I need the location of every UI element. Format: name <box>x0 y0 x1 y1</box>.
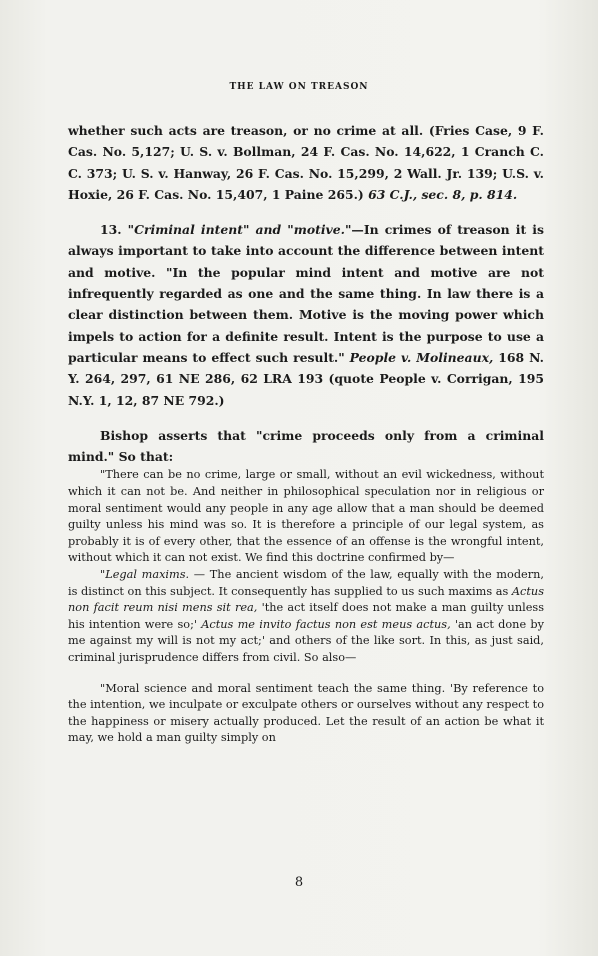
quote-text-c: 'an act done by me against my will is not my act;' and others of the like sort. In this, as just said, criminal jurisprudence differs from civil. So also— <box>68 617 544 664</box>
body-text <box>68 120 544 747</box>
quote-text-a: — The ancient wisdom of the law, equally with the modern, is distinct on this subject. It consequently has supplied to us such maxims as <box>68 568 544 598</box>
paragraph-2-text: —In crimes of treason it is always important to take into account the difference between intent and motive. "In the popular mind intent and motive are not infrequently regarded as one and the same thing. In law there is a clear distinction between them. Motive is the moving power which impels to action for a definite result. Intent is the purpose to use a particular means to effect such result." <box>68 222 544 365</box>
quote-text-b: 'the act itself does not make a man guilty unless his intention were so;' <box>68 601 545 631</box>
section-number: 13. <box>100 222 122 238</box>
paragraph-1-citation: 63 C.J., sec. 8, p. 814. <box>368 186 518 202</box>
case-name: People v. Molineaux, <box>349 349 494 365</box>
quote-paragraph-2 <box>68 567 544 667</box>
paragraph-2-tail: 168 N. Y. 264, 297, 61 NE 286, 62 LRA 193 (quote People v. Corrigan, 195 N.Y. 1, 12, 87 NE 792.) <box>68 349 544 408</box>
paragraph-1-text: whether such acts are treason, or no crime at all. (Fries Case, 9 F. Cas. No. 5,127; U. S. v. Bollman, 24 F. Cas. No. 14,622, 1 Cranch C. C. 373; U. S. v. Hanway, 26 F. Cas. No. 15,299, 2 Wall. Jr. 139; U.S. v. Hoxie, 26 F. Cas. No. 15,407, 1 Paine 265.) <box>68 123 544 202</box>
quote-heading: "Legal maxims. <box>100 568 190 582</box>
running-head: THE LAW ON TREASON <box>229 82 369 92</box>
quote-paragraph-1: "There can be no crime, large or small, without an evil wickedness, without which it can not be. And neither in philosophical speculation nor in religious or moral sentiment would any people in any age allow that a man should be deemed guilty unless his mind was so. It is therefore a principle of our legal system, as probably it is of every other, that the essence of an offense is the wrongful intent, without which it can not exist. We find this doctrine confirmed by— <box>68 468 544 565</box>
paragraph-3: Bishop asserts that "crime proceeds only from a criminal mind." So that: <box>68 427 544 465</box>
page-number: 8 <box>294 875 304 890</box>
latin-maxim-1: Actus non facit reum nisi mens sit rea, <box>68 584 544 615</box>
section-heading: "Criminal intent" and "motive." <box>127 222 352 238</box>
quote-paragraph-3: "Moral science and moral sentiment teach the same thing. 'By reference to the intention, we inculpate or exculpate others or ourselves without any respect to the happiness or misery actually produced. Let the result of an action be what it may, we hold a man guilty simply on <box>68 681 544 745</box>
paragraph-1 <box>68 120 544 205</box>
block-quote <box>68 467 544 747</box>
paragraph-2 <box>68 219 544 411</box>
latin-maxim-2: Actus me invito factus non est meus actus, <box>201 617 451 631</box>
